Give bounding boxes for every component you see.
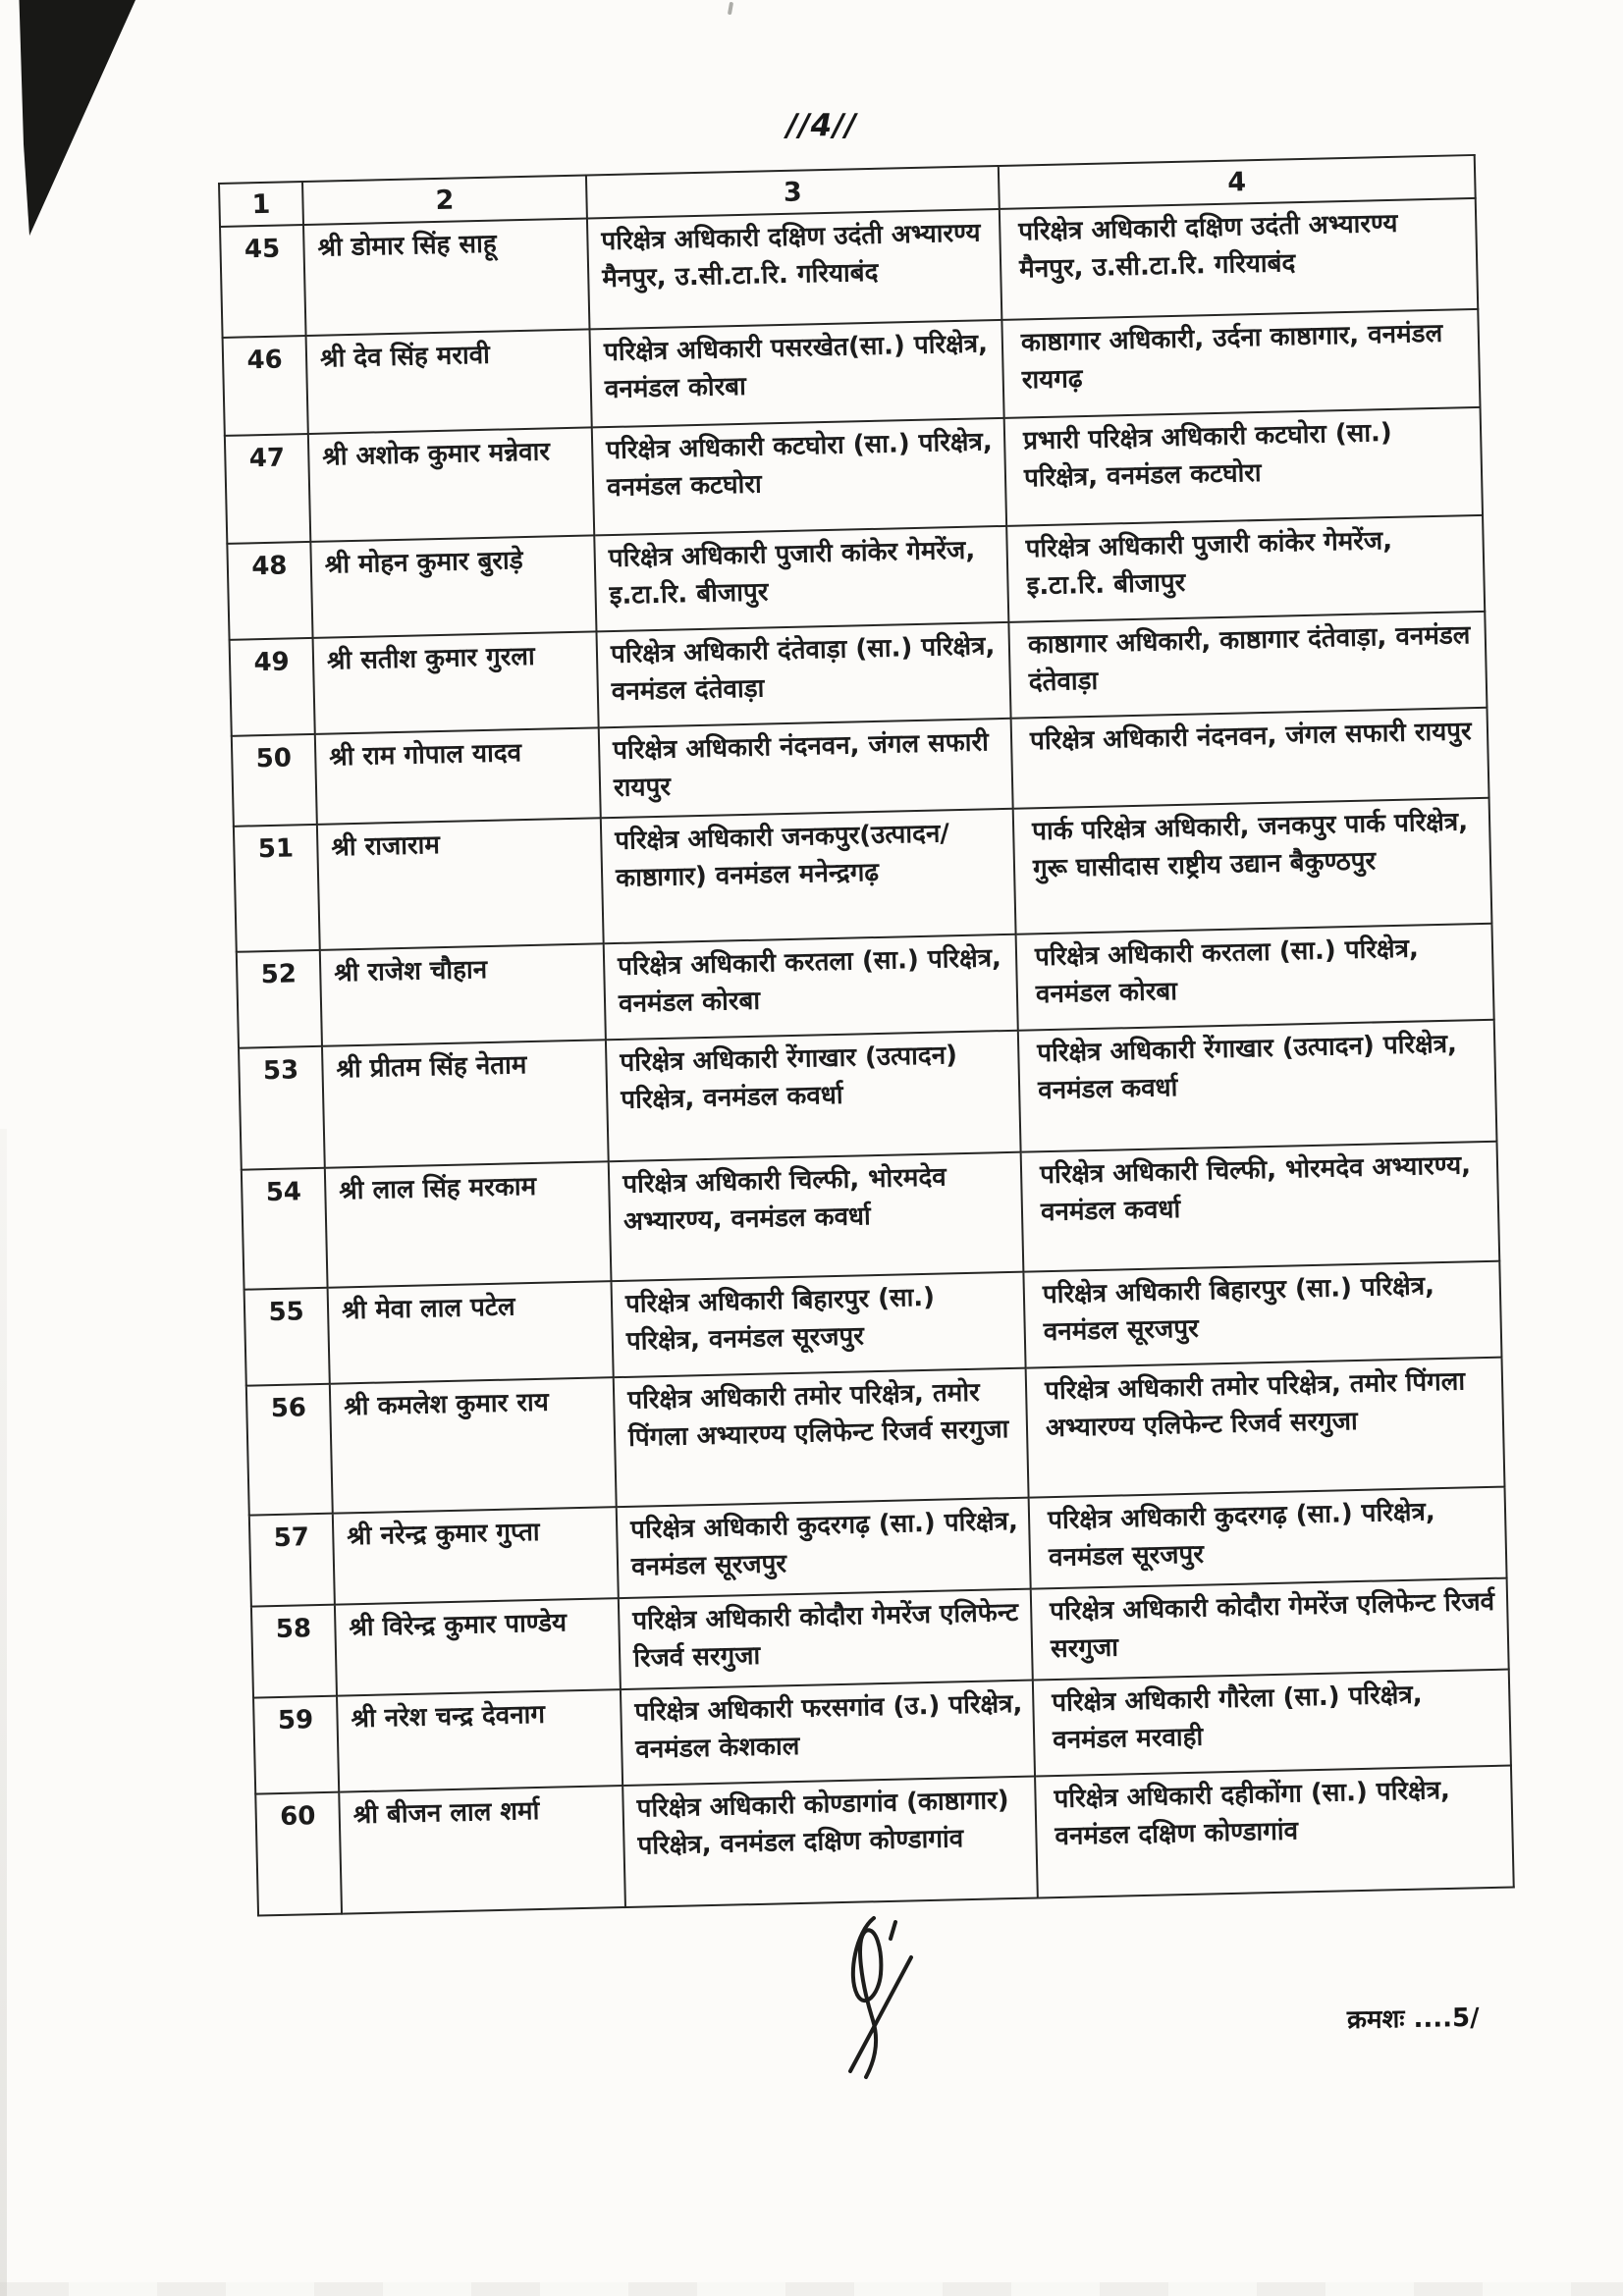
cell-name: श्री नरेन्द्र कुमार गुप्ता xyxy=(333,1508,619,1606)
page-number-heading: //4// xyxy=(786,108,857,143)
cell-serial: 54 xyxy=(242,1168,328,1290)
scan-corner-fold-artifact xyxy=(0,0,147,240)
cell-serial: 49 xyxy=(230,638,315,736)
cell-current-posting: परिक्षेत्र अधिकारी कोण्डागांव (काष्ठागार) परिक्षेत्र, वनमंडल दक्षिण कोण्डागांव xyxy=(622,1777,1038,1907)
cell-new-posting: परिक्षेत्र अधिकारी कुदरगढ़ (सा.) परिक्षेत्र, वनमंडल सूरजपुर xyxy=(1029,1487,1507,1589)
cell-new-posting: प्रभारी परिक्षेत्र अधिकारी कटघोरा (सा.) परिक्षेत्र, वनमंडल कटघोरा xyxy=(1004,407,1483,526)
cell-new-posting: परिक्षेत्र अधिकारी कोदौरा गेमरेंज एलिफेन्ट रिजर्व सरगुजा xyxy=(1031,1578,1509,1681)
cell-name: श्री देव सिंह मरावी xyxy=(306,329,592,434)
cell-name: श्री विरेन्द्र कुमार पाण्डेय xyxy=(335,1598,621,1696)
cell-current-posting: परिक्षेत्र अधिकारी फरसगांव (उ.) परिक्षेत्र, वनमंडल केशकाल xyxy=(621,1681,1035,1787)
cell-current-posting: परिक्षेत्र अधिकारी चिल्फी, भोरमदेव अभ्यारण्य, वनमंडल कवर्धा xyxy=(609,1152,1024,1281)
cell-name: श्री कमलेश कुमार राय xyxy=(330,1378,617,1515)
cell-serial: 47 xyxy=(225,434,310,544)
column-header-serial: 1 xyxy=(219,182,303,227)
cell-serial: 55 xyxy=(244,1288,330,1386)
column-header-current-posting: 3 xyxy=(586,166,1000,219)
cell-name: श्री मेवा लाल पटेल xyxy=(328,1282,614,1385)
cell-new-posting: परिक्षेत्र अधिकारी बिहारपुर (सा.) परिक्षेत्र, वनमंडल सूरजपुर xyxy=(1023,1261,1501,1368)
cell-name: श्री अशोक कुमार मन्नेवार xyxy=(308,427,594,542)
signature-scribble xyxy=(817,1902,974,2084)
cell-serial: 58 xyxy=(251,1605,337,1698)
cell-current-posting: परिक्षेत्र अधिकारी करतला (सा.) परिक्षेत्र, वनमंडल कोरबा xyxy=(604,934,1018,1041)
cell-new-posting: काष्ठागार अधिकारी, उर्दना काष्ठागार, वनमंडल रायगढ़ xyxy=(1001,309,1480,418)
cell-new-posting: परिक्षेत्र अधिकारी करतला (सा.) परिक्षेत्र, वनमंडल कोरबा xyxy=(1016,924,1494,1031)
cell-name: श्री मोहन कुमार बुराड़े xyxy=(310,535,596,638)
cell-name: श्री राजेश चौहान xyxy=(320,944,606,1047)
cell-current-posting: परिक्षेत्र अधिकारी कुदरगढ़ (सा.) परिक्षेत्र, वनमंडल सूरजपुर xyxy=(617,1498,1031,1599)
cell-new-posting: काष्ठागार अधिकारी, काष्ठागार दंतेवाड़ा, वनमंडल दंतेवाड़ा xyxy=(1008,612,1487,719)
cell-new-posting: परिक्षेत्र अधिकारी पुजारी कांकेर गेमरेंज, इ.टा.रि. बीजापुर xyxy=(1006,515,1485,622)
cell-serial: 51 xyxy=(234,825,320,952)
scan-smudge-mark xyxy=(728,2,733,15)
cell-current-posting: परिक्षेत्र अधिकारी दंतेवाड़ा (सा.) परिक्षेत्र, वनमंडल दंतेवाड़ा xyxy=(596,622,1010,728)
continuation-label: क्रमशः ....5/ xyxy=(1346,2002,1480,2036)
scan-left-edge-shading xyxy=(0,1129,7,2296)
cell-serial: 56 xyxy=(246,1384,333,1516)
cell-current-posting: परिक्षेत्र अधिकारी पसरखेत(सा.) परिक्षेत्र, वनमंडल कोरबा xyxy=(589,320,1003,428)
cell-serial: 45 xyxy=(220,225,306,338)
cell-new-posting: परिक्षेत्र अधिकारी चिल्फी, भोरमदेव अभ्यारण्य, वनमंडल कवर्धा xyxy=(1021,1142,1500,1272)
cell-name: श्री प्रीतम सिंह नेताम xyxy=(322,1041,609,1169)
cell-serial: 57 xyxy=(249,1514,335,1607)
cell-current-posting: परिक्षेत्र अधिकारी तमोर परिक्षेत्र, तमोर पिंगला अभ्यारण्य एलिफेन्ट रिजर्व सरगुजा xyxy=(614,1368,1029,1507)
cell-serial: 60 xyxy=(255,1792,342,1916)
cell-name: श्री लाल सिंह मरकाम xyxy=(325,1162,612,1289)
cell-new-posting: परिक्षेत्र अधिकारी रेंगाखार (उत्पादन) परिक्षेत्र, वनमंडल कवर्धा xyxy=(1018,1020,1497,1152)
cell-name: श्री नरेश चन्द्र देवनाग xyxy=(337,1689,622,1792)
cell-serial: 48 xyxy=(227,542,312,640)
cell-new-posting: परिक्षेत्र अधिकारी गौरेला (सा.) परिक्षेत्र, वनमंडल मरवाही xyxy=(1033,1670,1511,1777)
cell-serial: 53 xyxy=(239,1046,325,1170)
cell-current-posting: परिक्षेत्र अधिकारी दक्षिण उदंती अभ्यारण्य मैनपुर, उ.सी.टा.रि. गरियाबंद xyxy=(587,209,1001,329)
cell-current-posting: परिक्षेत्र अधिकारी कोदौरा गेमरेंज एलिफेन्ट रिजर्व सरगुजा xyxy=(619,1589,1033,1690)
cell-new-posting: पार्क परिक्षेत्र अधिकारी, जनकपुर पार्क परिक्षेत्र, गुरू घासीदास राष्ट्रीय उद्यान बैकुण्ठपुर xyxy=(1013,798,1492,934)
cell-current-posting: परिक्षेत्र अधिकारी रेंगाखार (उत्पादन) परिक्षेत्र, वनमंडल कवर्धा xyxy=(606,1031,1021,1161)
cell-name: श्री बीजन लाल शर्मा xyxy=(339,1786,625,1914)
scan-bottom-edge-shading xyxy=(0,2282,1623,2296)
cell-serial: 50 xyxy=(232,734,317,827)
cell-new-posting: परिक्षेत्र अधिकारी तमोर परिक्षेत्र, तमोर पिंगला अभ्यारण्य एलिफेन्ट रिजर्व सरगुजा xyxy=(1026,1358,1505,1498)
cell-name: श्री राम गोपाल यादव xyxy=(315,727,601,825)
cell-serial: 59 xyxy=(253,1696,339,1794)
cell-current-posting: परिक्षेत्र अधिकारी पुजारी कांकेर गेमरेंज, इ.टा.रि. बीजापुर xyxy=(594,526,1008,632)
cell-serial: 52 xyxy=(237,950,322,1048)
cell-current-posting: परिक्षेत्र अधिकारी बिहारपुर (सा.) परिक्षेत्र, वनमंडल सूरजपुर xyxy=(612,1272,1026,1378)
cell-current-posting: परिक्षेत्र अधिकारी जनकपुर(उत्पादन/काष्ठागार) वनमंडल मनेन्द्रगढ़ xyxy=(601,809,1016,943)
column-header-new-posting: 4 xyxy=(999,155,1476,209)
cell-current-posting: परिक्षेत्र अधिकारी नंदनवन, जंगल सफारी रायपुर xyxy=(599,719,1013,819)
column-header-name: 2 xyxy=(302,175,587,225)
cell-name: श्री डोमार सिंह साहू xyxy=(303,218,589,336)
cell-new-posting: परिक्षेत्र अधिकारी नंदनवन, जंगल सफारी रायपुर xyxy=(1011,708,1489,809)
cell-serial: 46 xyxy=(223,336,308,436)
transfer-posting-table xyxy=(218,154,1515,1917)
cell-new-posting: परिक्षेत्र अधिकारी दक्षिण उदंती अभ्यारण्य मैनपुर, उ.सी.टा.रि. गरियाबंद xyxy=(1000,198,1478,320)
cell-current-posting: परिक्षेत्र अधिकारी कटघोरा (सा.) परिक्षेत्र, वनमंडल कटघोरा xyxy=(592,418,1006,536)
cell-name: श्री राजाराम xyxy=(317,819,604,951)
cell-name: श्री सतीश कुमार गुरला xyxy=(313,631,599,734)
cell-new-posting: परिक्षेत्र अधिकारी दहीकोंगा (सा.) परिक्षेत्र, वनमंडल दक्षिण कोण्डागांव xyxy=(1035,1766,1514,1898)
